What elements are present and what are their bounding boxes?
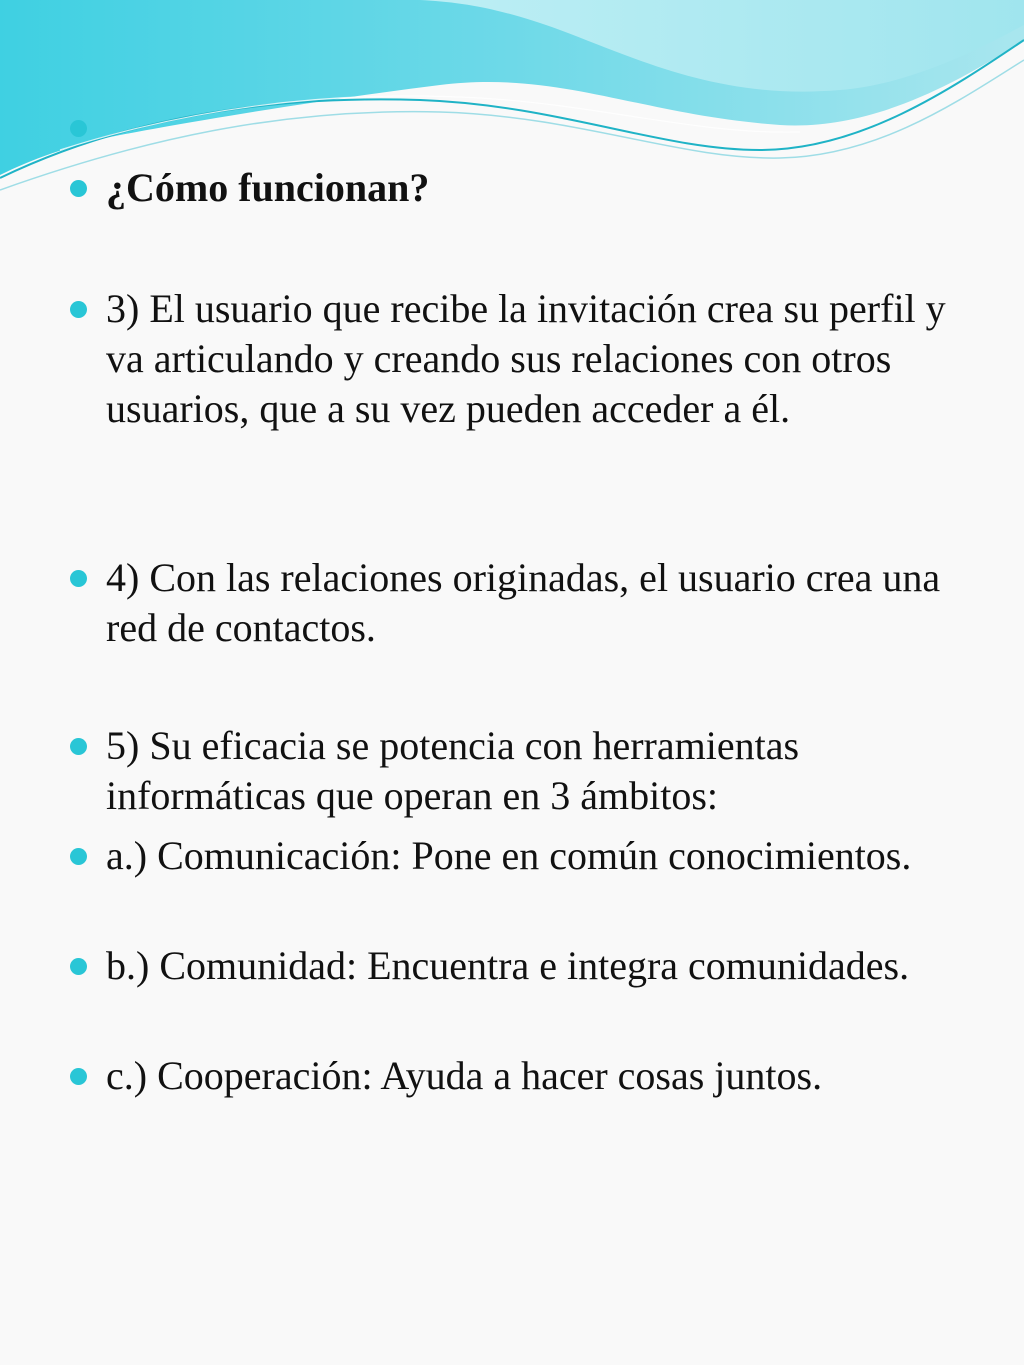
round-bullet-icon — [70, 570, 87, 587]
bullet-item-3: 3) El usuario que recibe la invitación crea su perfil y va articulando y creando sus relaciones con otros usuarios, que a su vez pueden acceder a él. — [106, 286, 946, 431]
slide-heading: ¿Cómo funcionan? — [106, 165, 430, 210]
round-bullet-icon — [70, 180, 87, 197]
bullet-item-b: b.) Comunidad: Encuentra e integra comunidades. — [106, 943, 910, 988]
round-bullet-icon — [70, 1068, 87, 1085]
bullet-item-5: 5) Su eficacia se potencia con herramientas informáticas que operan en 3 ámbitos: — [106, 723, 800, 818]
round-bullet-icon — [70, 120, 87, 137]
round-bullet-icon — [70, 738, 87, 755]
round-bullet-icon — [70, 848, 87, 865]
bullet-item-4: 4) Con las relaciones originadas, el usuario crea una red de contactos. — [106, 555, 941, 650]
bullet-item-a: a.) Comunicación: Pone en común conocimientos. — [106, 833, 912, 878]
bullet-item-c: c.) Cooperación: Ayuda a hacer cosas juntos. — [106, 1053, 823, 1098]
round-bullet-icon — [70, 958, 87, 975]
round-bullet-icon — [70, 301, 87, 318]
